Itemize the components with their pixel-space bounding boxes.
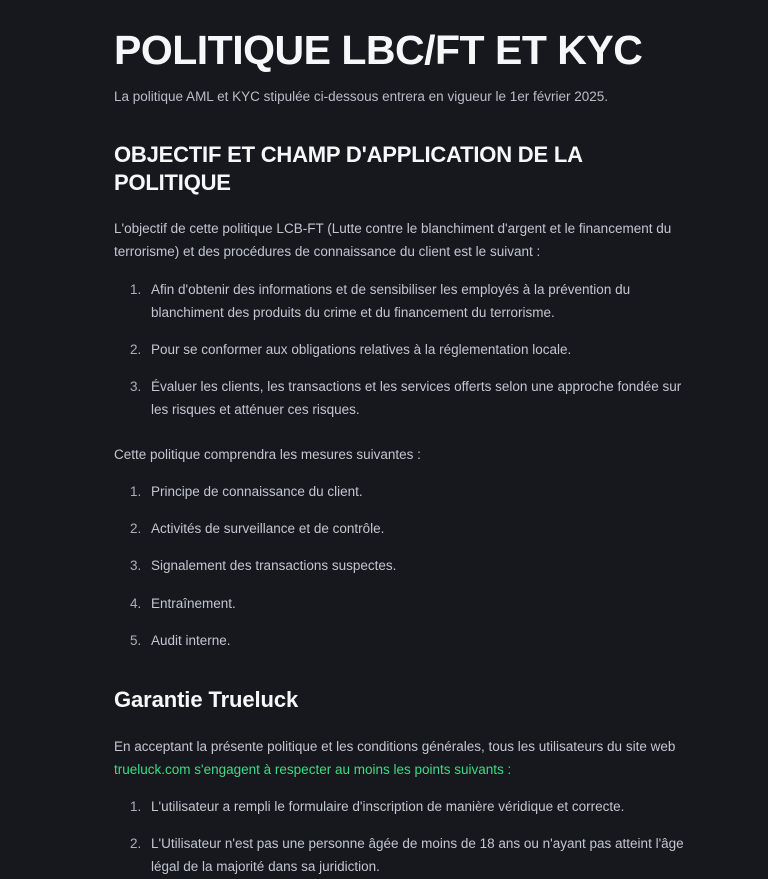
- garantie-intro-plain-text: En acceptant la présente politique et les conditions générales, tous les utilisateurs du site web: [114, 738, 676, 754]
- objectives-list: [114, 278, 700, 422]
- garantie-intro-paragraph: [114, 735, 700, 781]
- measures-list: [114, 480, 700, 652]
- trueluck-commitment-highlight: trueluck.com s'engagent à respecter au moins les points suivants :: [114, 761, 512, 777]
- objectif-intro-paragraph: L'objectif de cette politique LCB-FT (Lutte contre le blanchiment d'argent et le financement du terrorisme) et des procédures de connaissance du client est le suivant :: [114, 221, 672, 260]
- commitments-list: [114, 795, 700, 879]
- list-item: 1. L'utilisateur a rempli le formulaire d'inscription de manière véridique et correcte.: [145, 795, 700, 818]
- list-item: 3. Signalement des transactions suspectes.: [145, 554, 700, 577]
- list-item: 5. Audit interne.: [145, 629, 700, 652]
- section-heading-objectif: OBJECTIF ET CHAMP D'APPLICATION DE LA POLITIQUE: [114, 142, 582, 195]
- list-item: 2. Activités de surveillance et de contrôle.: [145, 517, 700, 540]
- list-item: 2. L'Utilisateur n'est pas une personne âgée de moins de 18 ans ou n'ayant pas atteint l'âge légal de la majorité dans sa juridiction.: [145, 832, 700, 878]
- list-item: 2. Pour se conformer aux obligations relatives à la réglementation locale.: [145, 338, 700, 361]
- section-heading-garantie-trueluck: Garantie Trueluck: [114, 687, 299, 712]
- list-item: 4. Entraînement.: [145, 592, 700, 615]
- page-title: POLITIQUE LBC/FT ET KYC: [114, 27, 643, 73]
- measures-intro-paragraph: Cette politique comprendra les mesures suivantes :: [114, 446, 421, 462]
- page-subtitle: La politique AML et KYC stipulée ci-dessous entrera en vigueur le 1er février 2025.: [114, 88, 609, 104]
- list-item: 1. Afin d'obtenir des informations et de sensibiliser les employés à la prévention du blanchiment des produits du crime et du financement du terrorisme.: [145, 278, 700, 324]
- list-item: 1. Principe de connaissance du client.: [145, 480, 700, 503]
- list-item: 3. Évaluer les clients, les transactions et les services offerts selon une approche fondée sur les risques et atténuer ces risques.: [145, 375, 700, 421]
